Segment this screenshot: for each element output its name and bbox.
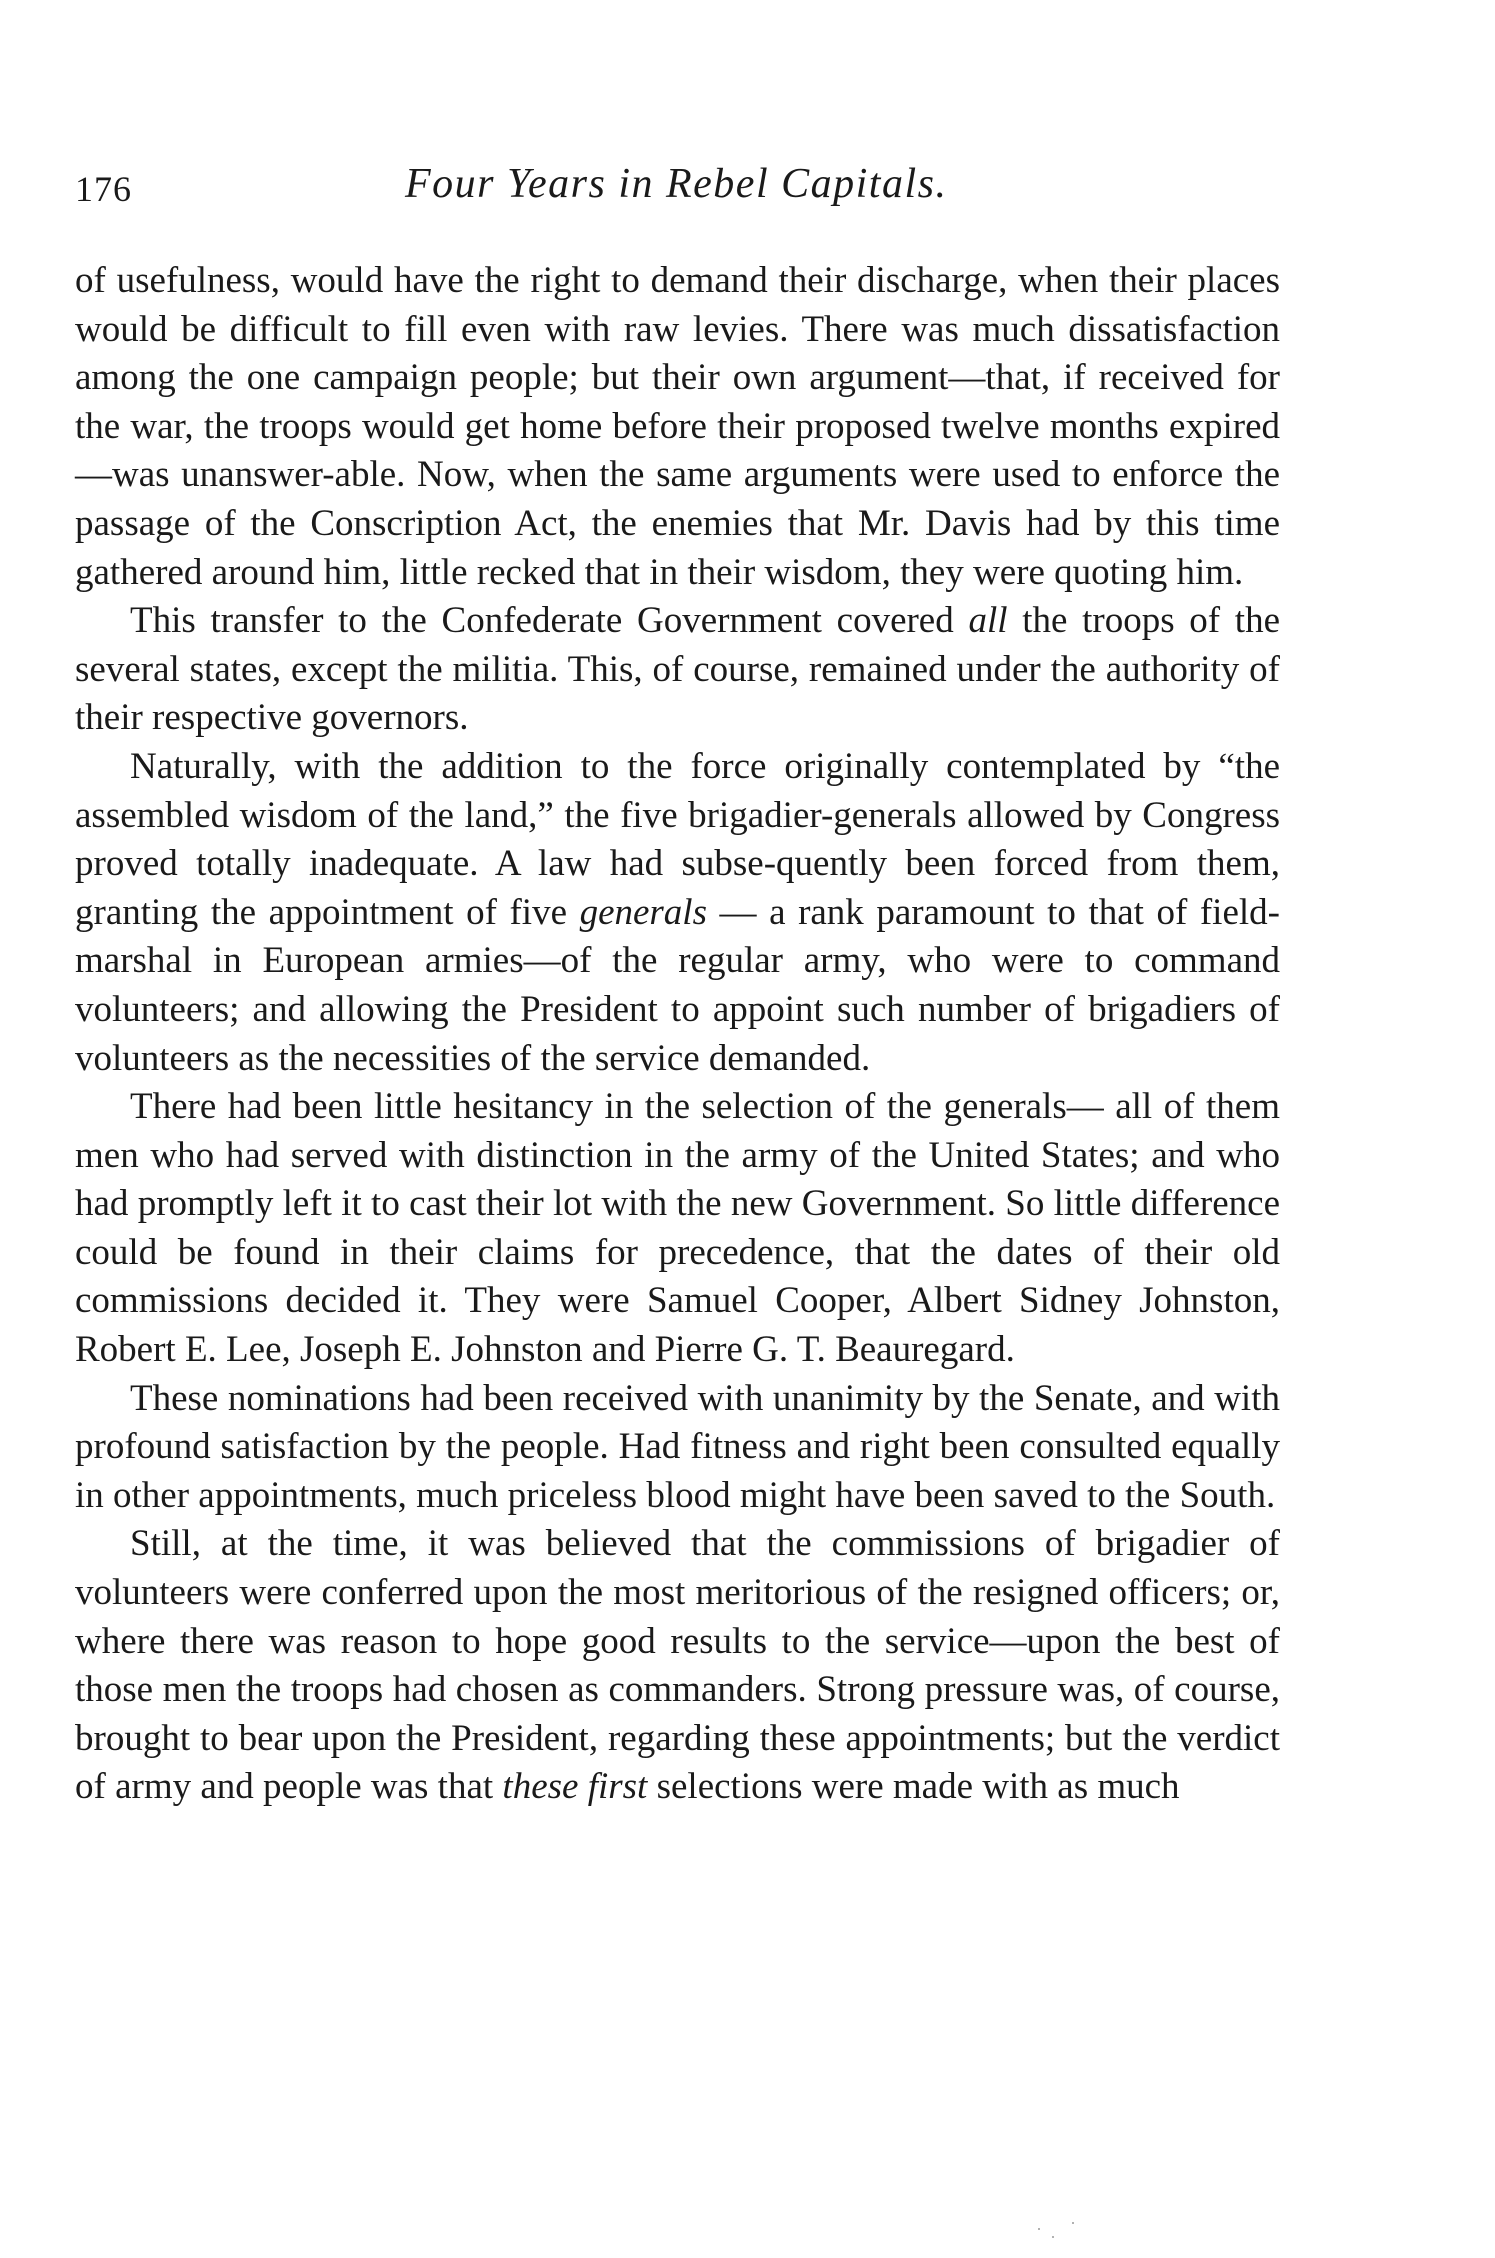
emphasis-text: these first [502,1766,648,1808]
paragraph-text: of usefulness, would have the right to demand their discharge, when their places would be difficult to fill even with raw levies. There was much dissatisfaction among the one campaign people; but their own argument—that, if received for the war, the troops would get home before their proposed twelve months expired—was unanswer-able. Now, when the same arguments were used to enforce the passage of the Conscription Act, the enemies that Mr. Davis had by this time gathered around him, little recked that in their wisdom, they were quoting him. [75,260,1280,593]
body-text [75,257,1280,1812]
paragraph-text: This transfer to the Confederate Government covered [130,600,969,642]
paragraph [75,1520,1280,1812]
paper-speck [1072,2222,1074,2224]
paper-speck [1052,2236,1054,2238]
emphasis-text: generals [579,891,707,933]
running-head [75,150,1275,210]
paragraph-text: There had been little hesitancy in the selection of the generals— all of them men who had served with distinction in the army of the United States; and who had promptly left it to cast their lot with the new Government. So little difference could be found in their claims for precedence, that the dates of their old commissions decided it. They were Samuel Cooper, Albert Sidney Johnston, Robert E. Lee, Joseph E. Johnston and Pierre G. T. Beauregard. [75,1086,1280,1371]
paragraph-text: These nominations had been received with unanimity by the Senate, and with profound satisfaction by the people. Had fitness and right been consulted equally in other appointments, much priceless blood might have been saved to the South. [75,1377,1280,1516]
paragraph [75,597,1280,743]
paragraph-text: the troops of the several states, except the militia. This, of course, remained under the authority of their respective governors. [75,600,1280,739]
paragraph-text: selections were made with as much [647,1766,1180,1808]
running-title: Four Years in Rebel Capitals. [405,161,948,207]
paragraph [75,1083,1280,1375]
page-number: 176 [75,169,132,209]
paragraph [75,743,1280,1083]
paragraph [75,1375,1280,1521]
emphasis-text: all [968,600,1008,642]
paragraph-text: — a rank paramount to that of field-marshal in European armies—of the regular army, who were to command volunteers; and allowing the President to appoint such number of brigadiers of volunteers as the necessities of the service demanded. [75,891,1280,1079]
paragraph-text: Still, at the time, it was believed that the commissions of brigadier of volunteers were conferred upon the most meritorious of the resigned officers; or, where there was reason to hope good results to the service—upon the best of those men the troops had chosen as commanders. Strong pressure was, of course, brought to bear upon the President, regarding these appointments; but the verdict of army and people was that [75,1523,1280,1808]
paragraph-continued [75,257,1280,597]
paper-speck [1038,2228,1040,2230]
paragraph-text: Naturally, with the addition to the force originally contemplated by “the assembled wisdom of the land,” the five brigadier-generals allowed by Congress proved totally inadequate. A law had subse-quently been forced from them, granting the appointment of five [75,745,1280,933]
